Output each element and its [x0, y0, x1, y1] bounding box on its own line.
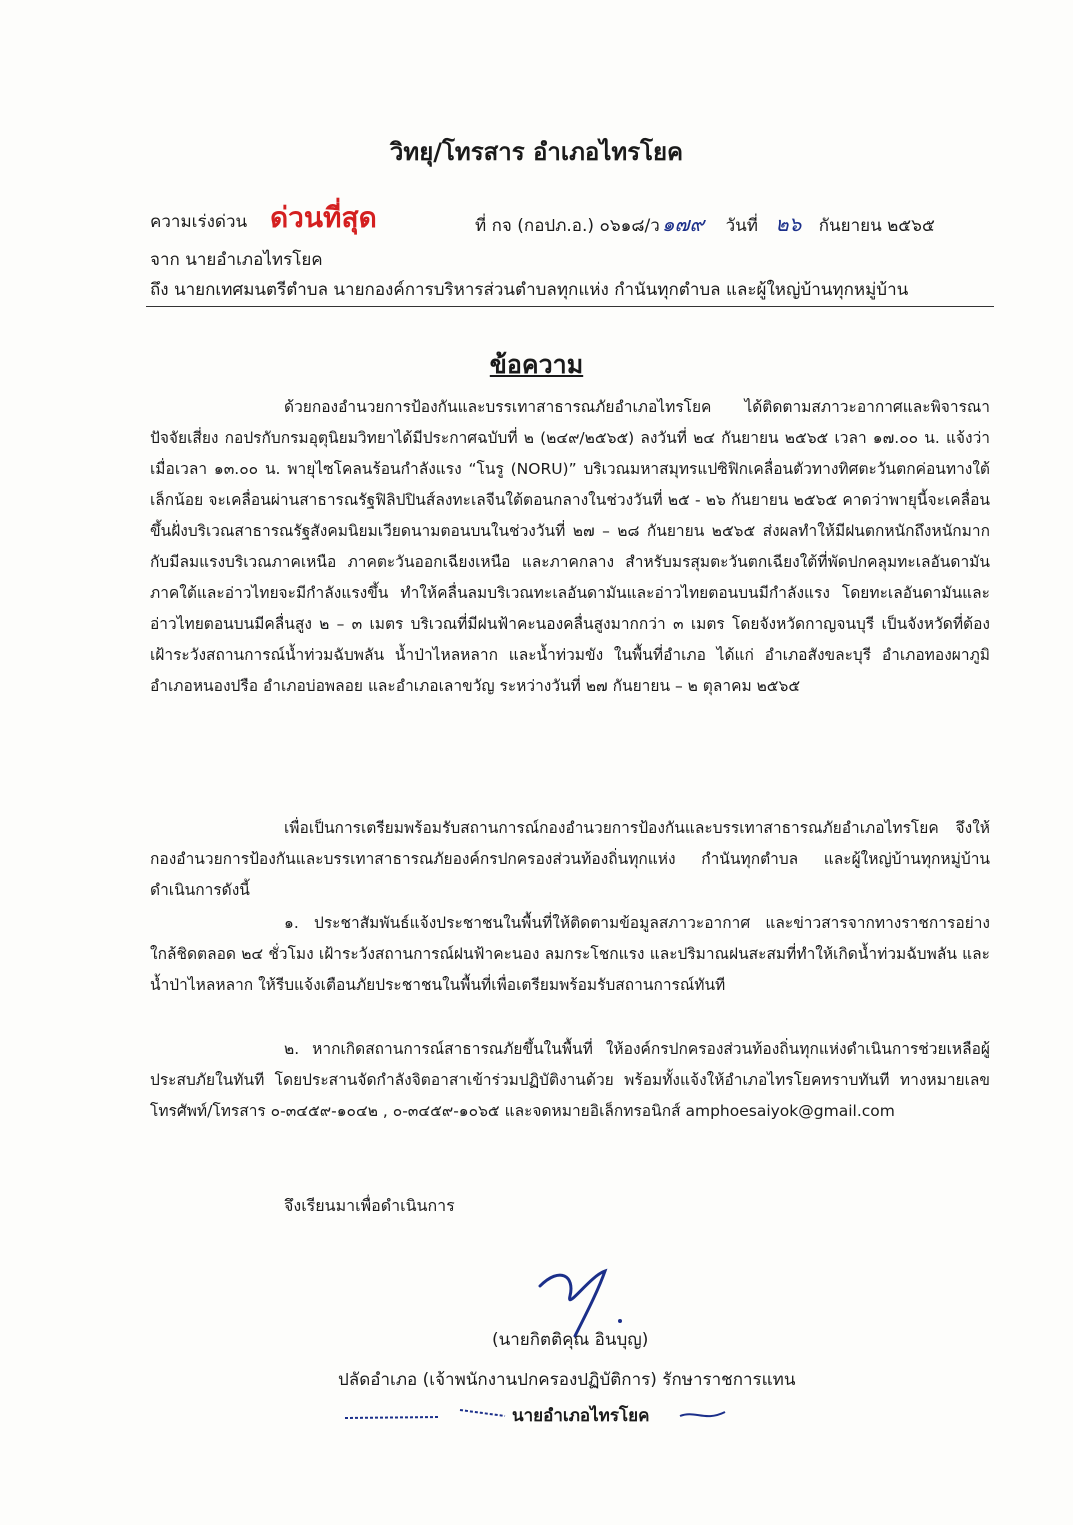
reference-number: ที่ กจ (กอปภ.อ.) ๐๖๑๘/ว [475, 216, 660, 236]
document-title: วิทยุ/โทรสาร อำเภอไทรโยค [389, 138, 684, 166]
date-label: วันที่ [725, 216, 758, 236]
urgency-value: ด่วนที่สุด [270, 201, 377, 234]
reference-line [475, 208, 935, 240]
divider [146, 306, 994, 307]
paragraph-item-1: ๑. ประชาสัมพันธ์แจ้งประชาชนในพื้นที่ให้ติดตามข้อมูลสภาวะอากาศ และข่าวสารจากทางราชการอย่างใกล้ชิดตลอด ๒๔ ชั่วโมง เฝ้าระวังสถานการณ์ฝนฟ้าคะนอง ลมกระโชกแรง และปริมาณฝนสะสมที่ทำให้เกิดน้ำท่วมฉับพลัน และน้ำป่าไหลหลาก ให้รีบแจ้งเตือนภัยประชาชนในพื้นที่เพื่อเตรียมพร้อมรับสถานการณ์ทันที [150, 914, 990, 994]
to-line: ถึง นายกเทศมนตรีตำบล นายกองค์การบริหารส่วนตำบลทุกแห่ง กำนันทุกตำบล และผู้ใหญ่บ้านทุกหมู่บ้าน [150, 280, 909, 300]
reference-handwritten-number: ๑๗๙ [661, 212, 705, 236]
closing-line: จึงเรียนมาเพื่อดำเนินการ [284, 1196, 455, 1215]
signatory-role: นายอำเภอไทรโยค [512, 1406, 650, 1426]
signatory-position: ปลัดอำเภอ (เจ้าพนักงานปกครองปฏิบัติการ) รักษาราชการแทน [338, 1370, 796, 1390]
paragraph-2: เพื่อเป็นการเตรียมพร้อมรับสถานการณ์กองอำนวยการป้องกันและบรรเทาสาธารณภัยอำเภอไทรโยค จึงให้กองอำนวยการป้องกันและบรรเทาสาธารณภัยองค์กรปกครองส่วนท้องถิ่นทุกแห่ง กำนันทุกตำบล และผู้ใหญ่บ้านทุกหมู่บ้าน ดำเนินการดังนี้ [150, 819, 990, 899]
paragraph-item-2: ๒. หากเกิดสถานการณ์สาธารณภัยขึ้นในพื้นที่ ให้องค์กรปกครองส่วนท้องถิ่นทุกแห่งดำเนินการช่วยเหลือผู้ประสบภัยในทันที โดยประสานจัดกำลังจิตอาสาเข้าร่วมปฏิบัติงานด้วย พร้อมทั้งแจ้งให้อำเภอไทรโยคทราบทันที ทางหมายเลขโทรศัพท์/โทรสาร ๐-๓๔๕๙-๑๐๔๒ , ๐-๓๔๕๙-๑๐๖๕ และจดหมายอิเล็กทรอนิกส์ amphoesaiyok@gmail.com [150, 1040, 990, 1120]
paragraph-1: ด้วยกองอำนวยการป้องกันและบรรเทาสาธารณภัยอำเภอไทรโยค ได้ติดตามสภาวะอากาศและพิจารณาปัจจัยเสี่ยง กอปรกับกรมอุตุนิยมวิทยาได้มีประกาศฉบับที่ ๒ (๒๔๙/๒๕๖๕) ลงวันที่ ๒๔ กันยายน ๒๕๖๕ เวลา ๑๗.๐๐ น. แจ้งว่า เมื่อเวลา ๑๓.๐๐ น. พายุไซโคลนร้อนกำลังแรง “โนรู (NORU)” บริเวณมหาสมุทรแปซิฟิกเคลื่อนตัวทางทิศตะวันตกค่อนทางใต้เล็กน้อย จะเคลื่อนผ่านสาธารณรัฐฟิลิปปินส์ลงทะเลจีนใต้ตอนกลางในช่วงวันที่ ๒๕ - ๒๖ กันยายน ๒๕๖๕ คาดว่าพายุนี้จะเคลื่อนขึ้นฝั่งบริเวณสาธารณรัฐสังคมนิยมเวียดนามตอนบนในช่วงวันที่ ๒๗ – ๒๘ กันยายน ๒๕๖๕ ส่งผลทำให้มีฝนตกหนักถึงหนักมากกับมีลมแรงบริเวณภาคเหนือ ภาคตะวันออกเฉียงเหนือ และภาคกลาง สำหรับมรสุมตะวันตกเฉียงใต้ที่พัดปกคลุมทะเลอันดามันภาคใต้และอ่าวไทยจะมีกำลังแรงขึ้น ทำให้คลื่นลมบริเวณทะเลอันดามันและอ่าวไทยตอนบนมีกำลังแรง โดยทะเลอันดามันและอ่าวไทยตอนบนมีคลื่นสูง ๒ – ๓ เมตร บริเวณที่มีฝนฟ้าคะนองคลื่นสูงมากกว่า ๓ เมตร โดยจังหวัดกาญจนบุรี เป็นจังหวัดที่ต้องเฝ้าระวังสถานการณ์น้ำท่วมฉับพลัน น้ำป่าไหลหลาก และน้ำท่วมขัง ในพื้นที่อำเภอ ได้แก่ อำเภอสังขละบุรี อำเภอทองผาภูมิ อำเภอหนองปรือ อำเภอบ่อพลอย และอำเภอเลาขวัญ ระหว่างวันที่ ๒๗ กันยายน – ๒ ตุลาคม ๒๕๖๕ [150, 398, 990, 695]
date-month-year: กันยายน ๒๕๖๕ [818, 216, 935, 236]
from-line: จาก นายอำเภอไทรโยค [150, 250, 323, 270]
section-heading: ข้อความ [489, 350, 584, 379]
signatory-name: (นายกิตติคุณ อินบุญ) [492, 1330, 649, 1350]
date-day: ๒๖ [775, 212, 802, 236]
urgency-label: ความเร่งด่วน [150, 212, 248, 232]
